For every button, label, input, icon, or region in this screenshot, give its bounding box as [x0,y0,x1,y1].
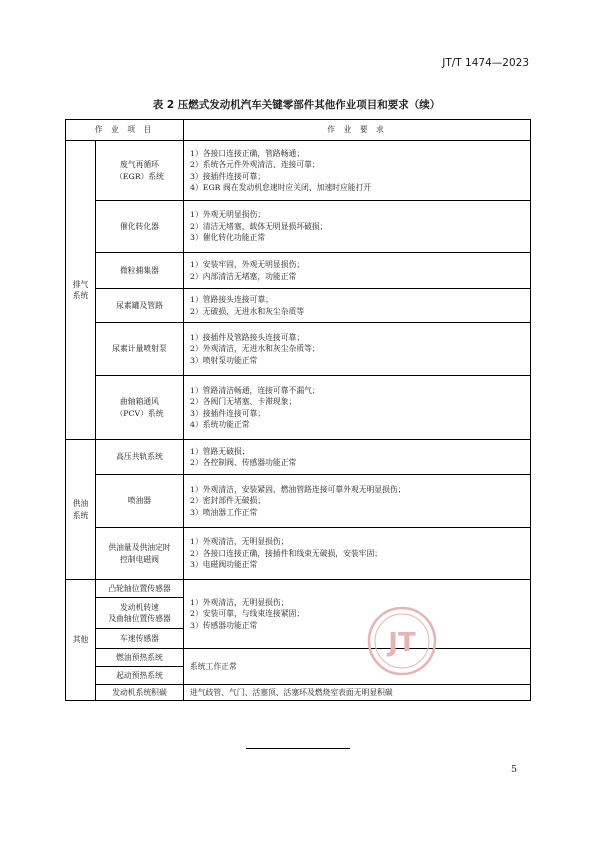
group-other: 其他 [66,580,96,701]
table-row [66,685,531,701]
req-urea-tank: 1）管路接头连接可靠； 2）无破损，无进水和灰尘杂质等 [184,289,531,323]
item-injector: 喷油器 [96,475,184,528]
header-requirement: 作 业 要 求 [184,120,531,141]
table-row [66,580,531,598]
item-solenoid-valve: 供油量及供油定时 控制电磁阀 [96,528,184,580]
item-common-rail: 高压共轨系统 [96,440,184,475]
req-sensors: 1）外观清洁，无明显损伤； 2）安装可靠，与线束连接紧固； 3）传感器功能正常 [184,580,531,649]
work-items-table [65,119,531,701]
group-fuel: 供油 系统 [66,440,96,580]
table-row [66,201,531,253]
footnote-rule [246,748,350,749]
table-row [66,323,531,376]
item-camshaft-sensor: 凸轮轴位置传感器 [96,580,184,598]
item-egr: 废气再循环 （EGR）系统 [96,141,184,201]
req-pcv: 1）管路清洁畅通，连接可靠不漏气； 2）各阀门无堵塞、卡滞现象； 3）接插件连接可靠； 4）系统功能正常 [184,376,531,440]
item-vehicle-speed-sensor: 车速传感器 [96,629,184,649]
table-row [66,141,531,201]
table-row [66,528,531,580]
req-solenoid-valve: 1）外观清洁，无明显损伤； 2）各接口连接正确，接插件和线束无破损，安装牢固； 3）电磁阀功能正常 [184,528,531,580]
table-row [66,289,531,323]
item-fuel-preheat: 燃油预热系统 [96,649,184,667]
req-injector: 1）外观清洁，安装紧固，燃油管路连接可靠外观无明显损伤； 2）密封部件无破损； 3）喷油器工作正常 [184,475,531,528]
seal-text: JT [388,628,416,658]
table-row [66,440,531,475]
req-common-rail: 1）管路无破损； 2）各控制阀、传感器功能正常 [184,440,531,475]
req-carbon-deposit: 进气歧管、气门、活塞顶、活塞环及燃烧室表面无明显积碳 [184,685,531,701]
item-pcv: 曲轴箱通风 （PCV）系统 [96,376,184,440]
table-row [66,376,531,440]
item-start-preheat: 起动预热系统 [96,667,184,685]
item-urea-tank: 尿素罐及管路 [96,289,184,323]
table-row [66,649,531,667]
page-number: 5 [511,764,518,775]
req-urea-pump: 1）接插件及管路接头连接可靠； 2）外观清洁，无进水和灰尘杂质等； 3）喷射泵功能正常 [184,323,531,376]
req-catalytic-converter: 1）外观无明显损伤； 2）清洁无堵塞，载体无明显损坏破损； 3）催化转化功能正常 [184,201,531,253]
req-particulate-filter: 1）安装牢固，外观无明显损伤； 2）内部清洁无堵塞，功能正常 [184,253,531,289]
table-caption: 表 2 压燃式发动机汽车关键零部件其他作业项目和要求（续） [152,99,441,111]
group-exhaust: 排气 系统 [66,141,96,440]
item-speed-sensor: 发动机转速 及曲轴位置传感器 [96,598,184,629]
item-carbon-deposit: 发动机系统积碳 [96,685,184,701]
standard-number: JT/T 1474—2023 [442,57,529,69]
req-egr: 1）各接口连接正确，管路畅通； 2）系统各元件外观清洁、连接可靠； 3）接插件连接可靠； 4）EGR 阀在发动机怠速时应关闭、加速时应能打开 [184,141,531,201]
header-item: 作 业 项 目 [66,120,184,141]
table-row [66,253,531,289]
item-urea-pump: 尿素计量喷射泵 [96,323,184,376]
item-catalytic-converter: 催化转化器 [96,201,184,253]
table-row [66,475,531,528]
table-header-row [66,120,531,141]
req-preheat: 系统工作正常 [184,649,531,685]
item-particulate-filter: 微粒捕集器 [96,253,184,289]
